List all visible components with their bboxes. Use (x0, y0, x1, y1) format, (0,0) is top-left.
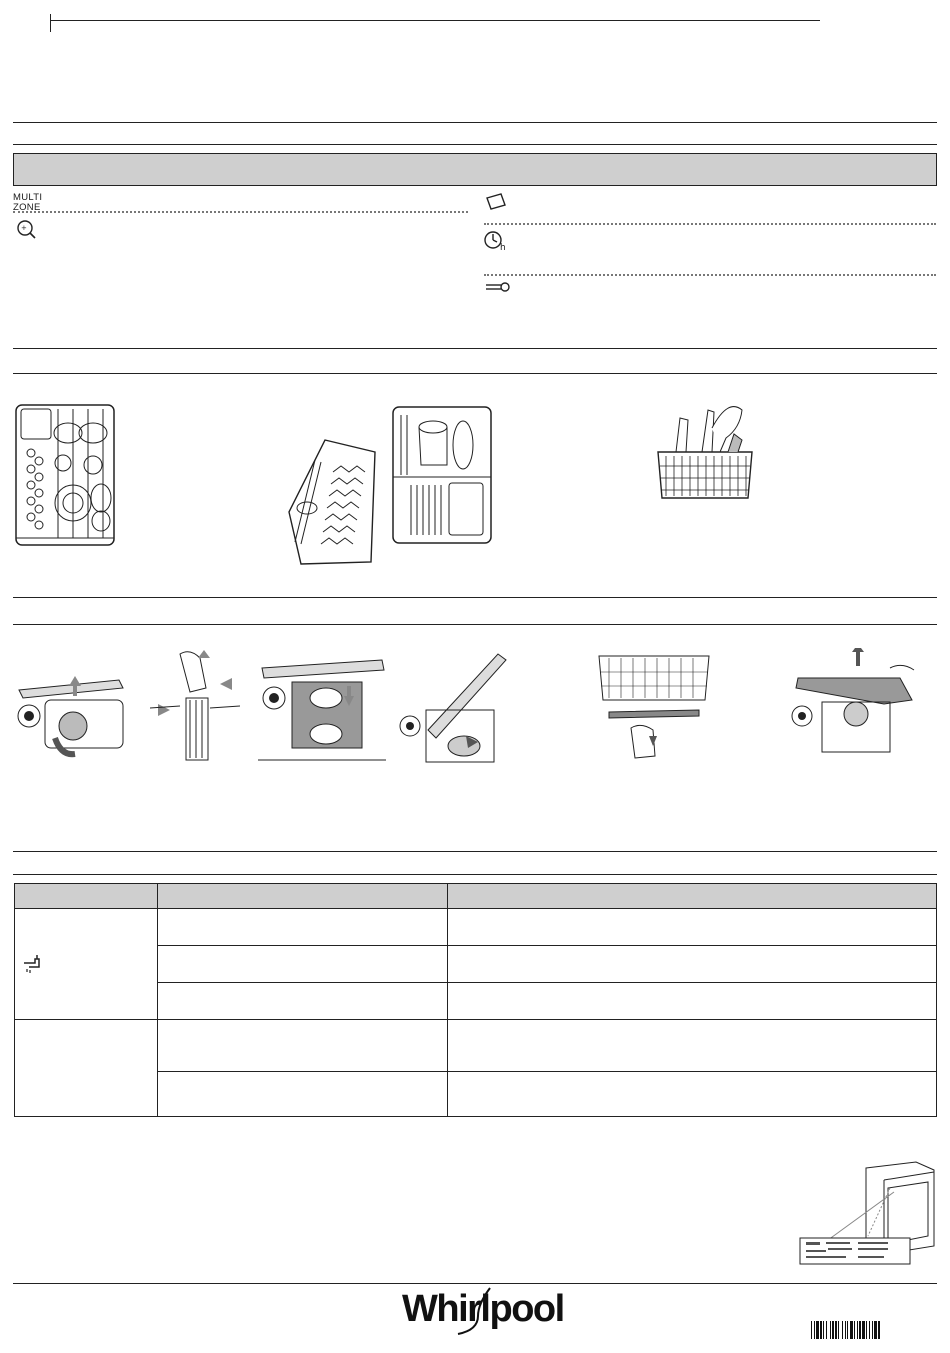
rating-plate-illustration (798, 1158, 938, 1270)
footer-rule (13, 1283, 937, 1284)
cause-cell (158, 1072, 448, 1117)
cause-cell (158, 946, 448, 983)
problem-cell (15, 909, 158, 1020)
table-header-cell (448, 884, 937, 909)
section-rule (13, 373, 937, 374)
cause-cell (158, 909, 448, 946)
lower-basket-illustration (13, 403, 117, 551)
key-lock-icon (484, 280, 512, 294)
top-rule-tick (50, 14, 51, 32)
logo-swoosh (448, 1286, 508, 1338)
tablet-icon (484, 192, 508, 212)
section-header-band (13, 153, 937, 186)
section-rule (13, 144, 937, 145)
filter-disassembly-illustration (150, 648, 240, 762)
table-header-row (15, 884, 937, 909)
table-row (15, 1020, 937, 1072)
section-rule (13, 122, 937, 123)
svg-text:+: + (21, 224, 27, 232)
cause-cell (158, 1020, 448, 1072)
section-rule (13, 348, 937, 349)
barcode (811, 1321, 935, 1339)
delay-icon-letter: h (500, 243, 506, 252)
table-row (15, 909, 937, 946)
dotted-divider (484, 223, 936, 225)
water-tap-icon (21, 953, 51, 975)
section-rule (13, 874, 937, 875)
solution-cell (448, 983, 937, 1020)
table-header-cell (15, 884, 158, 909)
top-rule (50, 20, 820, 21)
solution-cell (448, 909, 937, 946)
spray-arm-refit-illustration (790, 648, 920, 760)
delay-start-icon (484, 230, 510, 252)
cutlery-basket-illustration (656, 398, 756, 504)
multizone-line-2: ZONE (13, 202, 41, 213)
tab-icon (14, 218, 38, 240)
dotted-divider (484, 274, 936, 276)
section-rule (13, 597, 937, 598)
dotted-divider (13, 211, 468, 213)
section-rule (13, 851, 937, 852)
barcode-bar (878, 1321, 880, 1339)
upper-basket-illustration (391, 405, 495, 547)
table-header-cell (158, 884, 448, 909)
problem-cell (15, 1020, 158, 1117)
solution-cell (448, 946, 937, 983)
logo-text: Whirlpool (402, 1288, 564, 1330)
solution-cell (448, 1020, 937, 1072)
spray-arm-removal-illustration (398, 650, 510, 766)
section-rule (13, 624, 937, 625)
filter-insertion-illustration (258, 648, 386, 764)
cutlery-rack-illustration (285, 432, 377, 568)
filter-removal-illustration (15, 650, 130, 760)
solution-cell (448, 1072, 937, 1117)
multizone-line-1: MULTI (13, 192, 43, 203)
troubleshooting-table (14, 883, 937, 1117)
multizone-icon (13, 193, 42, 213)
upper-spray-arm-illustration (595, 652, 713, 764)
cause-cell (158, 983, 448, 1020)
